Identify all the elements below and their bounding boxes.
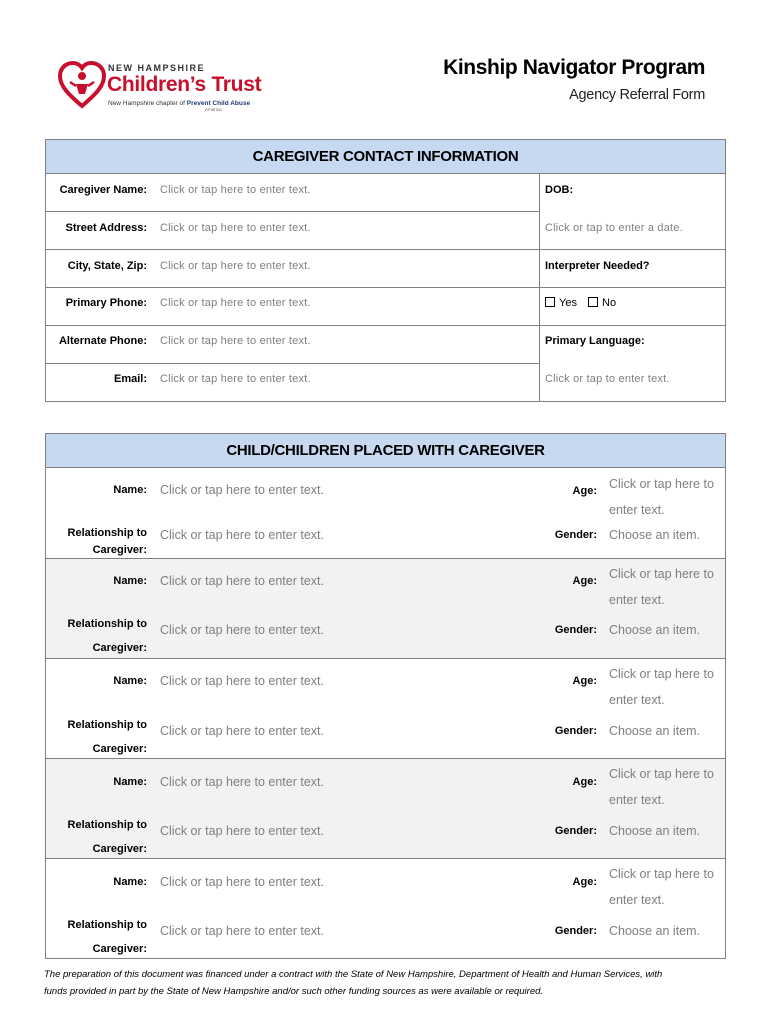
alternate-phone-label: Alternate Phone:: [58, 335, 147, 347]
email-label: Email:: [113, 373, 147, 385]
child-2-name-field[interactable]: Click or tap here to enter text.: [160, 574, 324, 588]
interpreter-needed-label: Interpreter Needed?: [545, 260, 650, 272]
child-3-relationship-label: Relationship to Caregiver:: [67, 719, 147, 755]
city-state-zip-label: City, State, Zip:: [67, 260, 147, 272]
dob-field[interactable]: Click or tap to enter a date.: [545, 222, 683, 234]
child-3-age-field[interactable]: Click or tap here to enter text.: [609, 667, 714, 707]
no-checkbox[interactable]: No: [588, 297, 616, 309]
street-address-field[interactable]: Click or tap here to enter text.: [160, 222, 311, 234]
child-2-gender-select[interactable]: Choose an item.: [609, 623, 701, 637]
child-5-relationship-label: Relationship to Caregiver:: [67, 919, 147, 955]
caregiver-section-heading: CAREGIVER CONTACT INFORMATION: [46, 140, 725, 174]
checkbox-icon: [588, 297, 598, 307]
logo-name: Children’s Trust: [107, 73, 262, 96]
heart-logo-icon: [58, 60, 106, 110]
document-title: Kinship Navigator Program: [443, 56, 705, 79]
child-4-age-label: Age:: [572, 776, 597, 788]
child-2-relationship-label: Relationship to Caregiver:: [67, 618, 147, 654]
alternate-phone-field[interactable]: Click or tap here to enter text.: [160, 335, 311, 347]
logo-subtitle: New Hampshire chapter of Prevent Child Abuse: [108, 100, 251, 107]
child-3-gender-label: Gender:: [554, 725, 597, 737]
primary-language-field[interactable]: Click or tap to enter text.: [545, 373, 670, 385]
child-4-age-field[interactable]: Click or tap here to enter text.: [609, 767, 714, 807]
document-subtitle: Agency Referral Form: [569, 87, 705, 103]
child-3-relationship-field[interactable]: Click or tap here to enter text.: [160, 724, 324, 738]
child-5-relationship-field[interactable]: Click or tap here to enter text.: [160, 924, 324, 938]
child-1-age-label: Age:: [572, 485, 597, 497]
child-4-relationship-field[interactable]: Click or tap here to enter text.: [160, 824, 324, 838]
child-2-relationship-field[interactable]: Click or tap here to enter text.: [160, 623, 324, 637]
child-5-gender-label: Gender:: [554, 925, 597, 937]
child-1-relationship-label: Relationship to Caregiver:: [67, 527, 147, 556]
caregiver-name-field[interactable]: Click or tap here to enter text.: [160, 184, 311, 196]
child-5-age-label: Age:: [572, 876, 597, 888]
caregiver-name-label: Caregiver Name:: [59, 184, 147, 196]
child-1-name-label: Name:: [113, 484, 147, 496]
child-2-age-label: Age:: [572, 575, 597, 587]
child-3-name-field[interactable]: Click or tap here to enter text.: [160, 674, 324, 688]
child-1-age-field[interactable]: Click or tap here to enter text.: [609, 477, 714, 517]
child-3-gender-select[interactable]: Choose an item.: [609, 724, 701, 738]
child-5-age-field[interactable]: Click or tap here to enter text.: [609, 867, 714, 907]
child-4-name-label: Name:: [113, 776, 147, 788]
child-3-age-label: Age:: [572, 675, 597, 687]
checkbox-icon: [545, 297, 555, 307]
street-address-label: Street Address:: [65, 222, 147, 234]
city-state-zip-field[interactable]: Click or tap here to enter text.: [160, 260, 311, 272]
primary-phone-field[interactable]: Click or tap here to enter text.: [160, 297, 311, 309]
child-4-name-field[interactable]: Click or tap here to enter text.: [160, 775, 324, 789]
child-4-relationship-label: Relationship to Caregiver:: [67, 819, 147, 855]
child-1-name-field[interactable]: Click or tap here to enter text.: [160, 483, 324, 497]
child-4-gender-select[interactable]: Choose an item.: [609, 824, 701, 838]
children-section: [45, 433, 726, 959]
child-5-name-field[interactable]: Click or tap here to enter text.: [160, 875, 324, 889]
child-5-gender-select[interactable]: Choose an item.: [609, 924, 701, 938]
child-2-gender-label: Gender:: [554, 624, 597, 636]
child-1-relationship-field[interactable]: Click or tap here to enter text.: [160, 528, 324, 542]
child-2-age-field[interactable]: Click or tap here to enter text.: [609, 567, 714, 607]
interpreter-options: [545, 297, 616, 309]
dob-label: DOB:: [545, 184, 574, 196]
email-field[interactable]: Click or tap here to enter text.: [160, 373, 311, 385]
child-3-name-label: Name:: [113, 675, 147, 687]
children-section-heading: CHILD/CHILDREN PLACED WITH CAREGIVER: [46, 434, 725, 468]
funding-disclaimer: [44, 966, 734, 1000]
yes-checkbox[interactable]: Yes: [545, 297, 577, 309]
child-2-name-label: Name:: [113, 575, 147, 587]
funding-disclaimer-line-1: The preparation of this document was financed under a contract with the State of New Hampshire, Department of Health and Human Services, with: [44, 969, 663, 980]
primary-phone-label: Primary Phone:: [65, 297, 147, 309]
child-5-name-label: Name:: [113, 876, 147, 888]
child-1-gender-label: Gender:: [554, 529, 597, 541]
logo-subtitle-2: America: [205, 107, 222, 112]
primary-language-label: Primary Language:: [545, 335, 645, 347]
logo-top-text: NEW HAMPSHIRE: [108, 63, 206, 73]
funding-disclaimer-line-2: funds provided in part by the State of New Hampshire and/or such other funding sources as were available or required.: [44, 986, 544, 997]
child-4-gender-label: Gender:: [554, 825, 597, 837]
child-1-gender-select[interactable]: Choose an item.: [609, 528, 701, 542]
caregiver-section: [45, 139, 726, 402]
